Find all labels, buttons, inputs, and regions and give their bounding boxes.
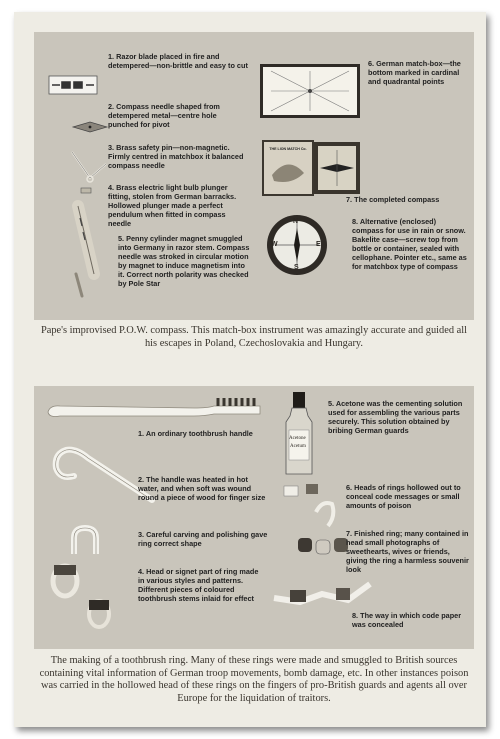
compass-label-8: 8. Alternative (enclosed) compass for use in rain or snow. Bakelite case—screw top from bottle or container, sealed with cellophane. Pointer etc., same as for matchbox type of compass — [352, 217, 467, 271]
compass-photo-plate — [34, 32, 474, 320]
ring-label-2: 2. The handle was heated in hot water, and when soft was wound round a piece of wood for finger size — [138, 475, 266, 502]
inlaid-ring-image — [84, 596, 114, 630]
matchbox-brand-label: THE LION MATCH Co. — [269, 147, 307, 151]
carved-ring-image — [68, 524, 102, 558]
ring-label-4: 4. Head or signet part of ring made in various styles and patterns. Different pieces of coloured toothbrush stems inlaid for effect — [138, 567, 259, 603]
matchbox-bottom-image — [260, 64, 360, 118]
toothbrush-ring-photo-plate — [34, 386, 474, 649]
compass-label-7: 7. The completed compass — [346, 195, 440, 204]
compass-letter-s: S — [294, 264, 299, 271]
ring-label-8: 8. The way in which code paper was concealed — [352, 611, 462, 629]
ring-label-7: 7. Finished ring; many contained in head small photographs of sweethearts, wives or friends, giving the ring a harmless souvenir look — [346, 529, 469, 574]
hollowed-ring-heads-image — [282, 482, 338, 532]
safety-pin-image — [68, 148, 108, 196]
ring-label-5: 5. Acetone was the cementing solution used for assembling the various parts securely. This solution obtained by bribing German guards — [328, 399, 463, 435]
acetone-bottle-image — [282, 392, 316, 476]
completed-compass-image — [262, 140, 360, 196]
compass-label-4: 4. Brass electric light bulb plunger fitting, stolen from German barracks. Hollowed plunger made a perfect pendulum when fitted in compass needle — [108, 183, 237, 228]
code-paper-image — [270, 574, 378, 614]
toothbrush-ring-caption: The making of a toothbrush ring. Many of these rings were made and smuggled to British sources containing vital information of German troop movements, bomb damage, etc. In other instances poison was carried in the hollowed head of these rings on the fingers of pro-British guards and agents all over Europe for the liquidation of traitors. — [39, 655, 469, 704]
razor-blade-image — [48, 74, 98, 96]
plunger-fitting-image — [68, 204, 112, 300]
signet-ring-image — [48, 562, 82, 600]
finished-rings-image — [296, 534, 352, 560]
compass-letter-e: E — [316, 241, 321, 248]
bottle-label-acetum: Acetum — [290, 444, 306, 449]
ring-label-6: 6. Heads of rings hollowed out to conceal code messages or small amounts of poison — [346, 483, 461, 510]
bottle-label-acetone: Acetone — [289, 436, 306, 441]
compass-label-1: 1. Razor blade placed in fire and detempered—non-brittle and easy to cut — [108, 52, 248, 70]
ring-label-3: 3. Careful carving and polishing gave ring correct shape — [138, 530, 268, 548]
compass-needle-image — [72, 120, 108, 134]
compass-letter-w: W — [271, 241, 278, 248]
compass-letter-n: N — [293, 218, 299, 225]
compass-label-5: 5. Penny cylinder magnet smuggled into Germany in razor stem. Compass needle was stroked in circular motion by magnet to induce magnetism into it. Correct north polarity was checked by Pole Star — [118, 234, 250, 288]
compass-label-2: 2. Compass needle shaped from detempered metal—centre hole punched for pivot — [108, 102, 220, 129]
compass-label-6: 6. German match-box—the bottom marked in cardinal and quadrantal points — [368, 59, 461, 86]
book-page — [14, 12, 486, 727]
compass-label-3: 3. Brass safety pin—non-magnetic. Firmly centred in matchbox it balanced compass needle — [108, 143, 244, 170]
ring-label-1: 1. An ordinary toothbrush handle — [138, 429, 253, 438]
toothbrush-image — [44, 394, 264, 424]
compass-caption: Pape's improvised P.O.W. compass. This match-box instrument was amazingly accurate and guided all his escapes in Poland, Czechoslovakia and Hungary. — [40, 325, 468, 349]
